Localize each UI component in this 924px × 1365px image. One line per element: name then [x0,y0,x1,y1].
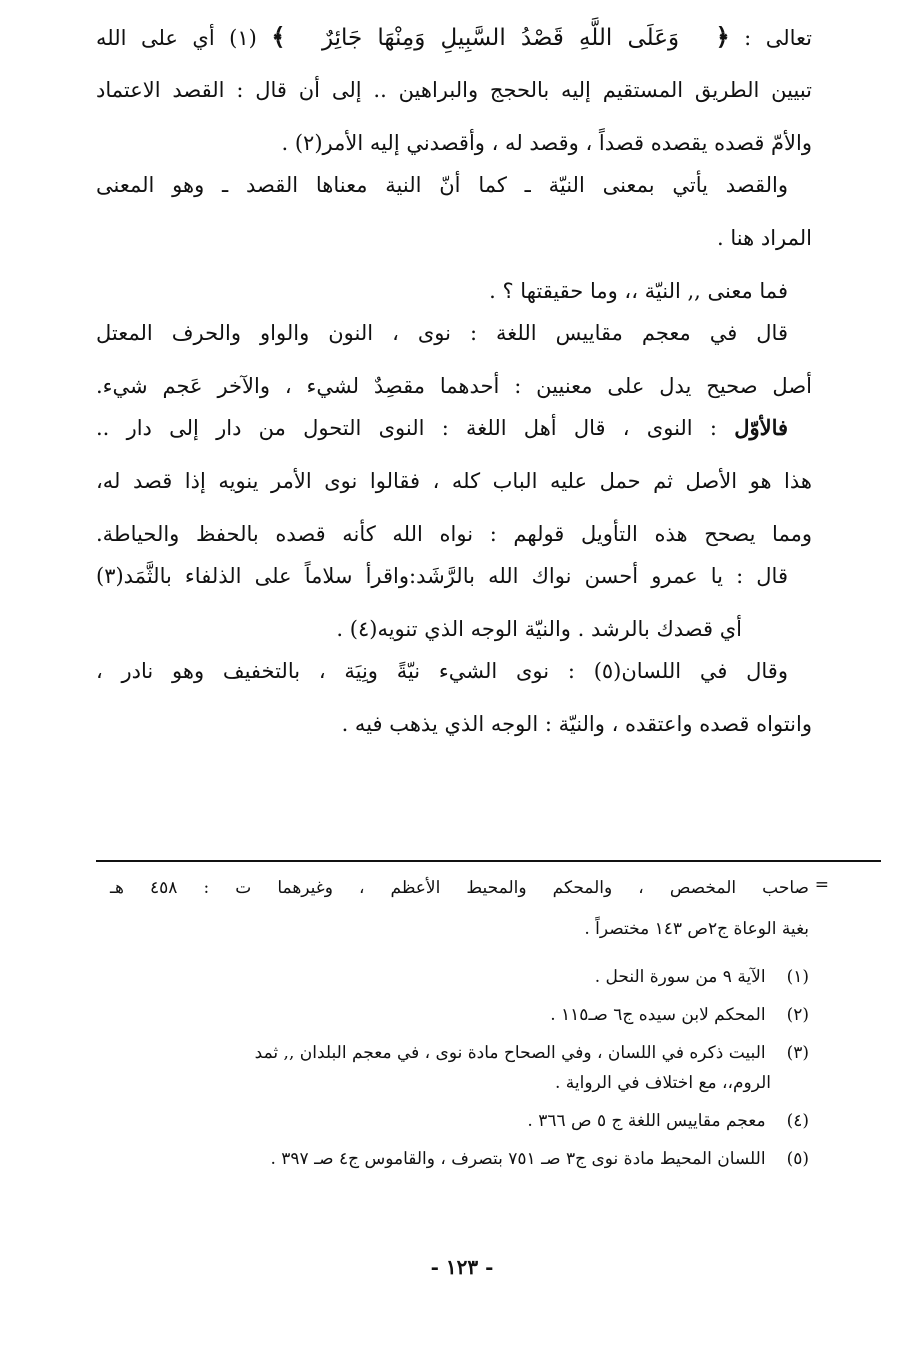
footnote-text: اللسان المحيط مادة نوى ج٣ صـ ٧٥١ بتصرف ، والقاموس ج٤ صـ ٣٩٧ . [270,1149,766,1169]
continuation-line-1: صاحب المخصص ، والمحكم والمحيط الأعظم ، وغيرهما ت : ٤٥٨ هـ [110,878,809,898]
footnote-1 [110,964,809,990]
footnote-3 [110,1040,809,1066]
footnote-number: (٥) [786,1149,809,1169]
footnote-number: (٢) [786,1005,809,1025]
text-line-11: ومما يصحح هذه التأويل قولهم : نواه الله كأنه قصده بالحفظ والحياطة. [96,522,812,546]
quran-close-bracket: ﴾ [271,22,286,51]
continuation-line-2: بغية الوعاة ج٢ص ١٤٣ مختصراً . [584,919,809,939]
footnote-4 [110,1108,809,1134]
footnote-number: (٤) [786,1111,809,1131]
text-line-15: وانتواه قصده واعتقده ، والنيّة : الوجه الذي يذهب فيه . [341,712,812,736]
text-line-7: قال في معجم مقاييس اللغة : نوى ، النون والواو والحرف المعتل [96,321,788,345]
footnotes [110,875,829,1184]
footnote-separator [96,860,881,862]
bold-term: فالأوّل [734,415,788,440]
text-line-3: والأمّ قصده يقصده قصداً ، وقصد له ، وأقصدني إليه الأمر(٢) . [281,131,812,155]
footnote-5 [110,1146,809,1172]
text-line-13: أي قصدك بالرشد . والنيّة الوجه الذي تنويه(٤) . [336,617,742,641]
verse-commentary: (١) أي على الله [96,26,257,50]
page-number: - ١٢٣ - [430,1255,494,1279]
main-text [96,22,812,762]
footnote-number: (١) [786,967,809,987]
text-line-9 [96,413,812,443]
footnote-text: البيت ذكره في اللسان ، وفي الصحاح مادة نوى ، في معجم البلدان ,, ثمد [254,1043,766,1063]
lead-word: تعالى : [744,26,812,50]
text-line-10: هذا هو الأصل ثم حمل عليه الباب كله ، فقالوا نوى الأمر ينويه إذا قصد له، [96,469,812,493]
poetry-line: قال : يا عمرو أحسن نواك الله بالرَّشَد:واقرأ سلاماً على الذلفاء بالثَّمَد(٣) [96,564,788,588]
footnote-continuation [110,875,829,942]
text-line-2: تبيين الطريق المستقيم إليه بالحجج والبراهين .. إلى أن قال : القصد الاعتماد [96,78,812,102]
footnote-3-continued [110,1070,809,1096]
text-line-4: والقصد يأتي بمعنى النيّة ـ كما أنّ النية معناها القصد ـ وهو المعنى [96,173,788,197]
text-line-9-rest: : النوى ، قال أهل اللغة : النوى التحول من دار إلى دار .. [96,416,735,440]
text-line-6: فما معنى ,, النيّة ،، وما حقيقتها ؟ . [489,279,788,303]
text-line-1 [96,22,812,52]
footnote-text: الآية ٩ من سورة النحل . [594,967,766,987]
footnote-2 [110,1002,809,1028]
footnote-text: الروم،، مع اختلاف في الرواية . [554,1073,771,1093]
footnote-text: المحكم لابن سيده ج٦ صـ١١٥ . [550,1005,766,1025]
text-line-14: وقال في اللسان(٥) : نوى الشيء نيّةً ونِيَة ، بالتخفيف وهو نادر ، [96,659,788,683]
text-line-5: المراد هنا . [717,226,812,250]
footnote-text: معجم مقاييس اللغة ج ٥ ص ٣٦٦ . [527,1111,766,1131]
footnote-number: (٣) [786,1043,809,1063]
continuation-mark: = [814,875,829,895]
quran-verse: وَعَلَى اللَّهِ قَصْدُ السَّبِيلِ وَمِنْهَا جَائِرٌ [321,25,680,51]
quran-open-bracket: ﴿ [715,22,730,51]
text-line-8: أصل صحيح يدل على معنيين : أحدهما مقصِدٌ لشيء ، والآخر عَجم شيء. [96,374,812,398]
